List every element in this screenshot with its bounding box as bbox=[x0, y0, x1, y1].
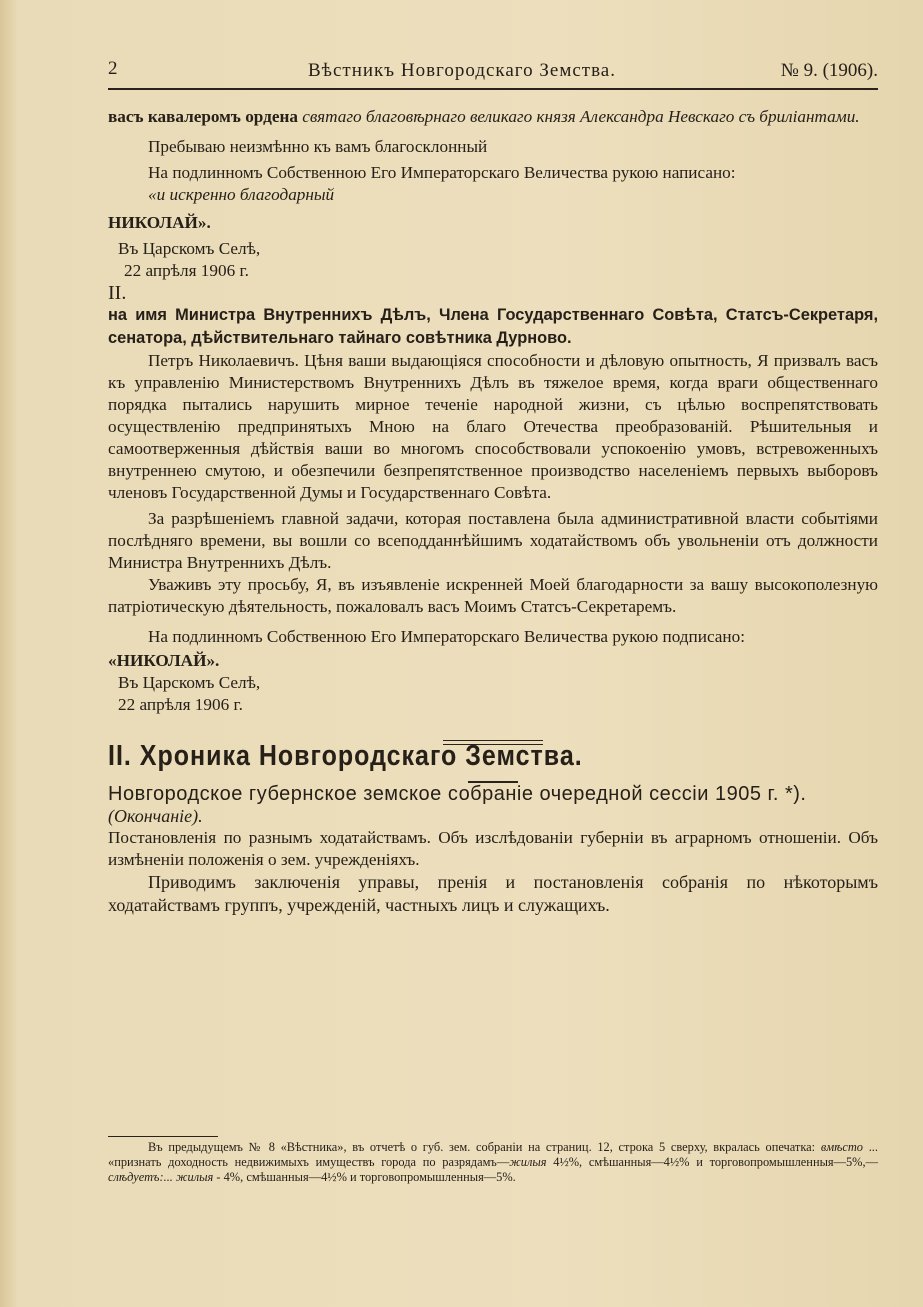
letter2-paragraph-2: За разрѣшеніемъ главной задачи, которая поставлена была административной власти событіями послѣдняго времени, вы вошли со всеподданнѣйшимъ ходатайствомъ объ увольненіи отъ должности Министра Внутреннихъ Дѣлъ. bbox=[108, 509, 878, 572]
letter1-closing: Пребываю неизмѣнно къ вамъ благосклонный bbox=[148, 137, 488, 156]
letter1-date: 22 апрѣля 1906 г. bbox=[124, 261, 249, 280]
footnote-rule bbox=[108, 1136, 218, 1137]
footnote bbox=[108, 1140, 878, 1185]
journal-title: Вѣстникъ Новгородскаго Земства. bbox=[308, 60, 616, 81]
section-summary: Постановленія по разнымъ ходатайствамъ. Объ изслѣдованіи губерніи въ аграрномъ отношеніи. Объ измѣненіи положенія о зем. учрежденіяхъ. bbox=[108, 828, 878, 869]
section-subtitle: Новгородское губернское земское собраніе очередной сессіи 1905 г. *). bbox=[108, 783, 807, 805]
letter2-paragraph-3: Уваживъ эту просьбу, Я, въ изъявленіе искренней Моей благодарности за вашу высокополезную патріотическую дѣятельность, пожаловалъ васъ Моимъ Статсъ-Секретаремъ. bbox=[108, 575, 878, 616]
footnote-text bbox=[108, 1140, 878, 1185]
letter2-signature: «НИКОЛАЙ». bbox=[108, 651, 220, 670]
letter1-signature: НИКОЛАЙ». bbox=[108, 213, 211, 232]
letter2-autograph-note: На подлинномъ Собственною Его Императорскаго Величества рукою подписано: bbox=[148, 627, 745, 646]
letter2-address: на имя Министра Внутреннихъ Дѣлъ, Члена Государственнаго Совѣта, Статсъ-Секретаря, сенатора, дѣйствительнаго тайнаго совѣтника Дурново. bbox=[108, 306, 878, 347]
letter1-opening-text: васъ кавалеромъ ордена bbox=[108, 107, 303, 126]
page-number: 2 bbox=[108, 58, 118, 79]
page-content bbox=[108, 106, 878, 917]
letter1-order-name: святаго благовѣрнаго великаго князя Александра Невскаго съ бриліантами. bbox=[302, 107, 860, 126]
letter2-date: 22 апрѣля 1906 г. bbox=[118, 695, 243, 714]
footnote-italic-3: слѣдуетъ:... жилыя bbox=[108, 1170, 214, 1184]
header-rule bbox=[108, 88, 878, 90]
footnote-italic-2: жилыя bbox=[509, 1155, 547, 1169]
letter2-numeral: II. bbox=[108, 282, 127, 304]
letter1-opening bbox=[108, 106, 878, 128]
letter2-place: Въ Царскомъ Селѣ, bbox=[118, 673, 261, 692]
footnote-italic-1: вмѣсто bbox=[820, 1140, 864, 1154]
letter1-place: Въ Царскомъ Селѣ, bbox=[118, 239, 261, 258]
footnote-part-4: - 4%, смѣшанныя—4½% и торговопромышленныя—5%. bbox=[213, 1170, 516, 1184]
letter1-autograph-note: На подлинномъ Собственною Его Императорскаго Величества рукою написано: bbox=[148, 163, 736, 182]
page-header bbox=[108, 56, 878, 90]
section-title: II. Хроника Новгородскаго Земства. bbox=[108, 739, 583, 773]
footnote-part-3: 4½%, смѣшанныя—4½% и торговопромышленныя—5%,— bbox=[546, 1155, 878, 1169]
letter1-autograph-text: «и искренно благодарный bbox=[148, 185, 335, 204]
section-intro: Приводимъ заключенія управы, пренія и постановленія собранія по нѣкоторымъ ходатайствамъ группъ, учрежденій, частныхъ лицъ и служащихъ. bbox=[108, 872, 878, 915]
continuation-label: (Окончаніе). bbox=[108, 806, 203, 826]
issue-number: № 9. (1906). bbox=[780, 60, 878, 81]
footnote-part-2: ... «признать доходность недвижимыхъ имуществъ города по разрядамъ— bbox=[108, 1140, 878, 1169]
footnote-part-1: Въ предыдущемъ № 8 «Вѣстника», въ отчетѣ о губ. зем. собраніи на страниц. 12, строка 5 сверху, вкралась опечатка: bbox=[148, 1140, 821, 1154]
letter2-paragraph-1: Петръ Николаевичъ. Цѣня ваши выдающіяся способности и дѣловую опытность, Я призвалъ васъ къ управленію Министерствомъ Внутреннихъ Дѣлъ въ тяжелое время, когда враги общественнаго порядка пытались нарушить мирное теченіе народной жизни, съ цѣлью воспрепятствовать осуществленію предпринятыхъ Мною на благо Отечества преобразованій. Рѣшительныя и самоотверженныя дѣйствія ваши во многомъ способствовали успокоенію умовъ, встревоженныхъ внутреннею смутою, и обезпечили безпрепятственное производство населеніемъ первыхъ выборовъ членовъ Государственной Думы и Государственнаго Совѣта. bbox=[108, 351, 878, 502]
